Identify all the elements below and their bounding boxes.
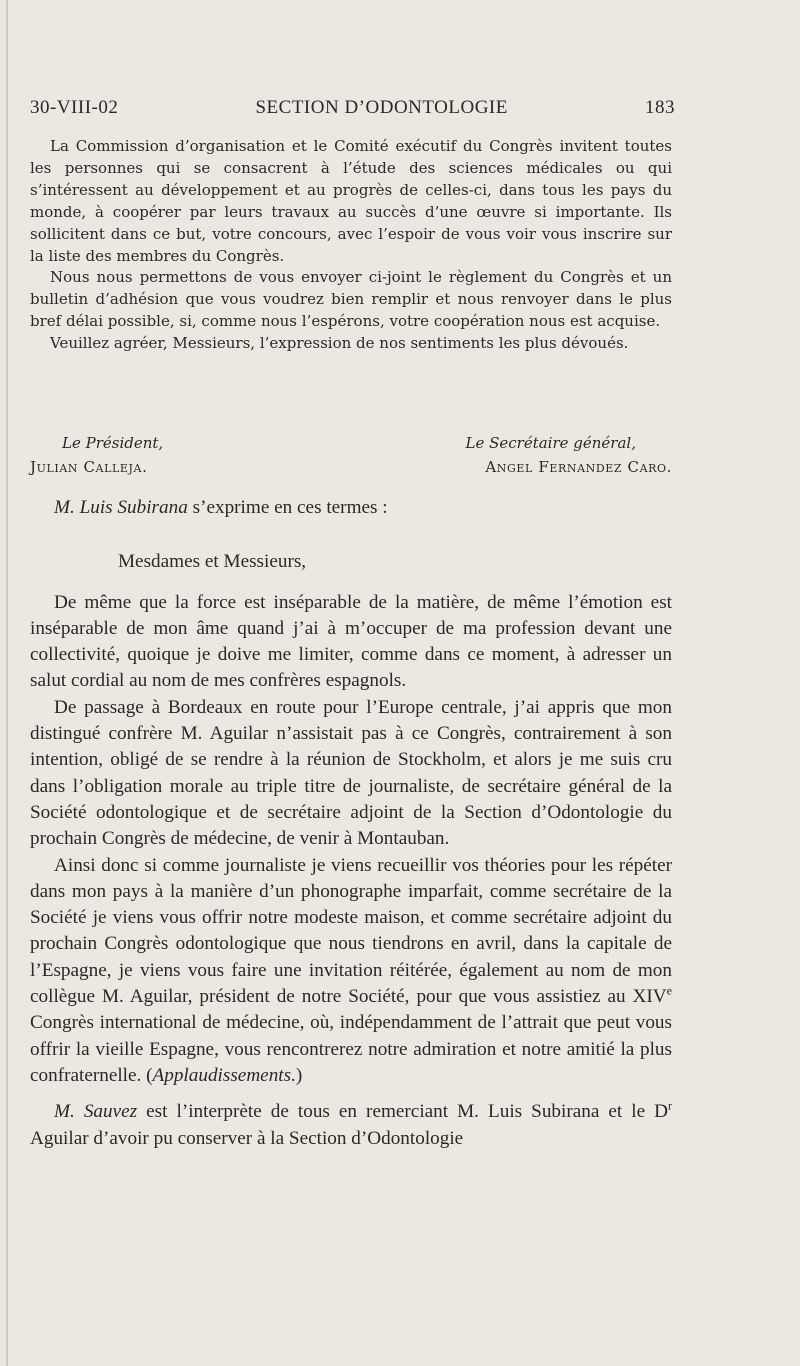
running-header — [30, 97, 675, 119]
president-name: Julian Calleja. — [30, 458, 148, 476]
letter-paragraph: Veuillez agréer, Messieurs, l’expression de nos sentiments les plus dévoués. — [50, 334, 629, 353]
closing-text: est l’interprète de tous en remerciant M. Luis Subirana et le D — [137, 1101, 669, 1123]
speech-paragraph — [30, 853, 672, 1090]
speech-body — [30, 495, 672, 1152]
speech-intro — [30, 495, 672, 521]
page-number: 183 — [644, 97, 675, 118]
speech-text: ) — [295, 1064, 303, 1086]
applause-note: Applaudissements. — [152, 1064, 296, 1086]
header-date: 30-VIII-02 — [30, 97, 119, 118]
header-section-title: SECTION D’ODONTOLOGIE — [255, 97, 508, 118]
president-title: Le Président, — [62, 434, 164, 452]
letter-paragraph: La Commission d’organisation et le Comité exécutif du Congrès invitent toutes les personnes qui se consacrent à l’étude des sciences médicales ou qui s’intéressent au développement et au progrès de celles-ci, dans tous les pays du monde, à coopérer par leurs travaux au succès d’une œuvre si importante. Ils sollicitent dans ce but, votre concours, avec l’espoir de vous voir vous inscrire sur la liste des membres du Congrès. — [30, 137, 672, 265]
speech-salutation: Mesdames et Messieurs, — [118, 551, 307, 573]
speech-paragraph: De même que la force est inséparable de la matière, de même l’émotion est inséparable de mon âme quand j’ai à m’occuper de ma profession devant une collectivité, quoique je doive me limiter, comme dans ce moment, à adresser un salut cordial au nom de mes confrères espagnols. — [30, 591, 672, 692]
closing-text: Aguilar d’avoir pu conserver à la Section d’Odontologie — [30, 1127, 464, 1149]
speech-intro-text: s’exprime en ces termes : — [187, 497, 388, 518]
speaker-name: M. Luis Subirana — [54, 497, 188, 518]
page-edge — [6, 0, 8, 1366]
closing-paragraph — [30, 1099, 672, 1152]
speech-paragraph: De passage à Bordeaux en route pour l’Europe centrale, j’ai appris que mon distingué confrère M. Aguilar n’assistait pas à ce Congrès, contrairement à son intention, obligé de se rendre à la réunion de Stockholm, et alors je me suis cru dans l’obligation morale au triple titre de journaliste, de secrétaire général de la Société odontologique et de secrétaire adjoint de la Section d’Odontologie du prochain Congrès de médecine, de venir à Montauban. — [30, 696, 672, 850]
letter-paragraph: Nous nous permettons de vous envoyer ci-joint le règlement du Congrès et un bulletin d’adhésion que vous voudrez bien remplir et nous renvoyer dans le plus bref délai possible, si, comme nous l’espérons, votre coopération nous est acquise. — [30, 268, 672, 331]
letter-signatures — [30, 431, 672, 479]
letter-body — [30, 136, 672, 355]
speech-text: Ainsi donc si comme journaliste je viens recueillir vos théories pour les répéter dans mon pays à la manière d’un phonographe imparfait, comme secrétaire de la Société je viens vous offrir notre modeste maison, et comme secrétaire adjoint du prochain Congrès odontologique que nous tiendrons en avril, dans la capitale de l’Espagne, je viens vous faire une invitation réitérée, également au nom de mon collègue M. Aguilar, président de notre Société, pour que vous assistiez au XIV — [30, 854, 672, 1008]
secretary-name: Angel Fernandez Caro. — [485, 458, 672, 476]
speech-text: Congrès international de médecine, où, indépendamment de l’attrait que peut vous offrir la vieille Espagne, vous rencontrerez notre admiration et notre amitié la plus confraternelle. ( — [30, 1012, 672, 1086]
closing-speaker-name: M. Sauvez — [54, 1101, 138, 1123]
secretary-title: Le Secrétaire général, — [465, 434, 636, 452]
doctor-superscript: r — [668, 1098, 673, 1113]
ordinal-superscript: e — [666, 983, 672, 998]
